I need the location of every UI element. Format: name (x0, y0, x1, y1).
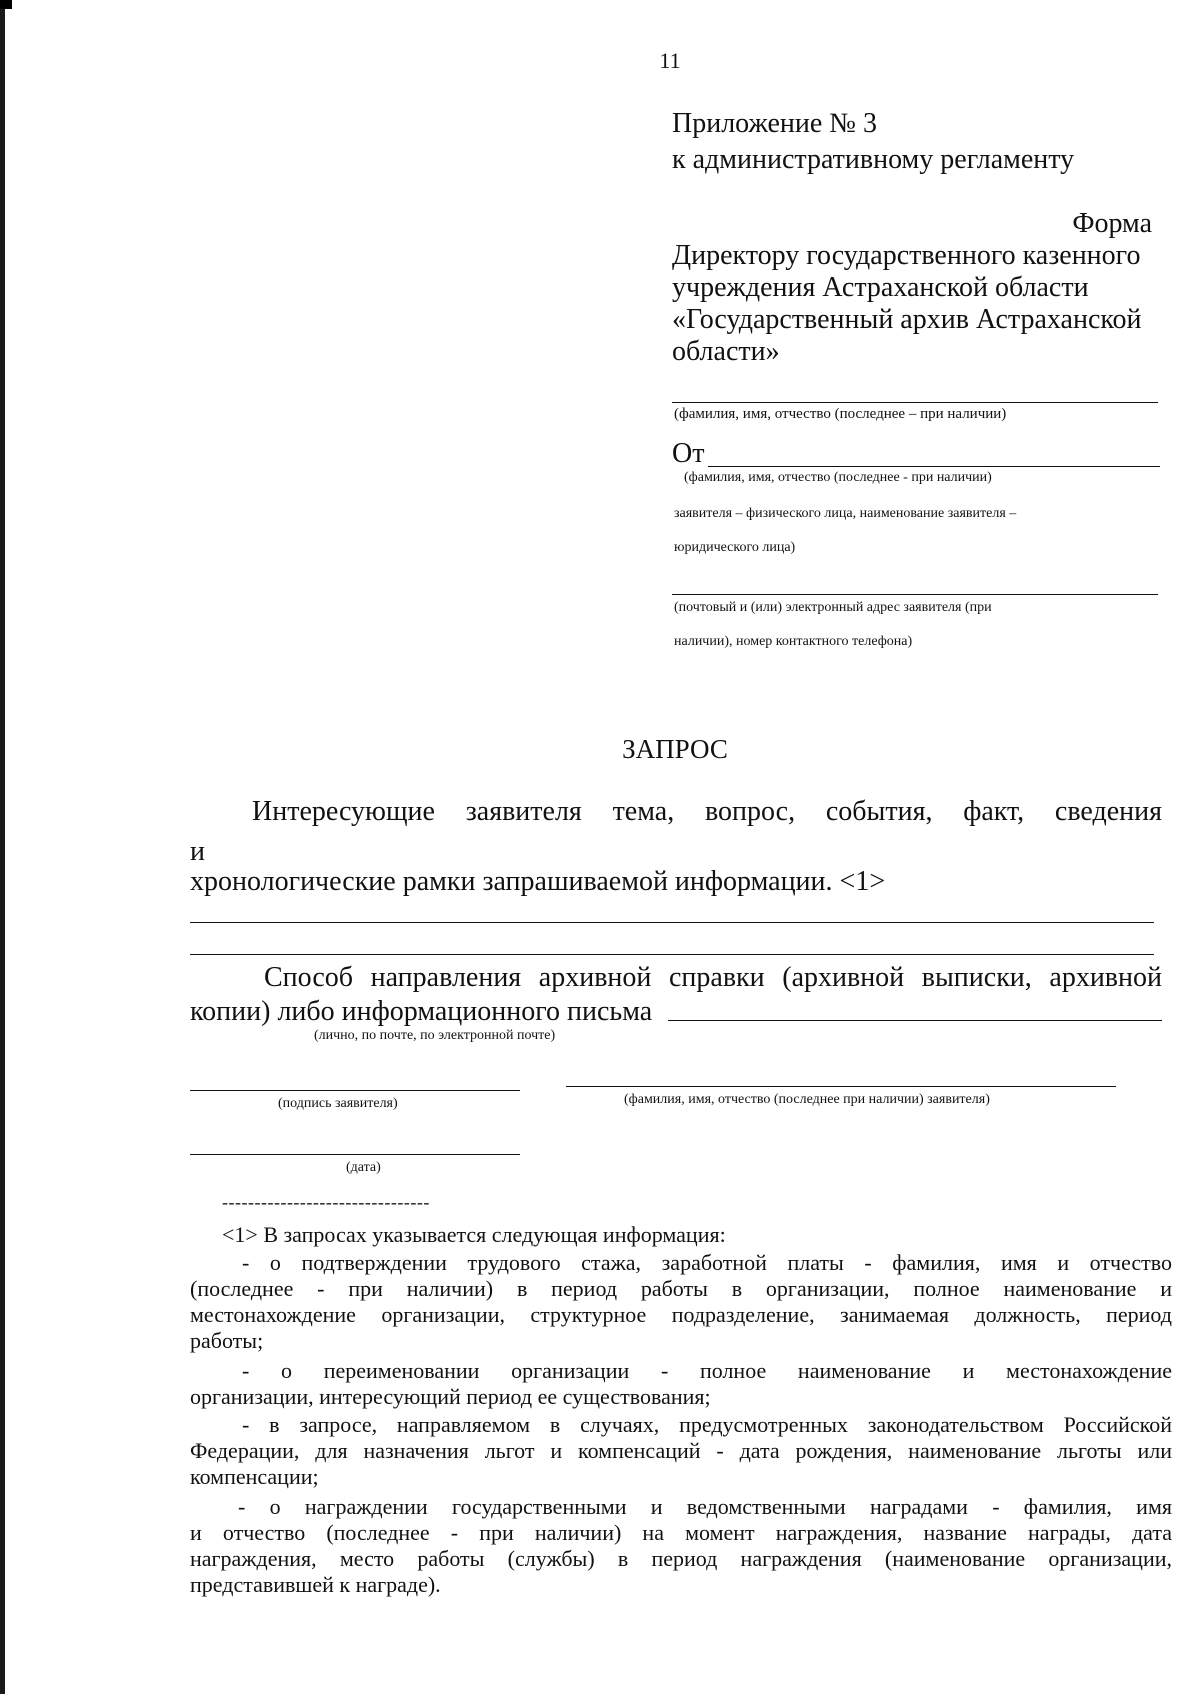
addressee-line: «Государственный архив Астраханской (672, 304, 1142, 335)
applicant-name-blank[interactable] (708, 466, 1160, 467)
director-name-caption: (фамилия, имя, отчество (последнее – при наличии) (674, 406, 1007, 422)
footnote-item-line: и отчество (последнее - при наличии) на момент награждения, название награды, дата (190, 1520, 1172, 1545)
footnote-item-line: работы; (190, 1328, 264, 1353)
date-caption: (дата) (346, 1160, 381, 1175)
delivery-method-caption: (лично, по почте, по электронной почте) (314, 1028, 556, 1043)
topic-line: хронологические рамки запрашиваемой информации. <1> (190, 866, 886, 897)
footnote-item-line: организации, интересующий период ее существования; (190, 1384, 711, 1409)
footnote-item-line: (последнее - при наличии) в период работы в организации, полное наименование и (190, 1276, 1172, 1301)
scan-left-edge (0, 0, 5, 1694)
page-number: 11 (659, 48, 681, 73)
footnote-item-line: - в запросе, направляемом в случаях, предусмотренных законодательством Российской (242, 1412, 1172, 1437)
topic-line: и (190, 836, 205, 867)
delivery-line: Способ направления архивной справки (архивной выписки, архивной (264, 962, 1162, 993)
footnote-item-line: представившей к награде). (190, 1572, 441, 1597)
topic-answer-line[interactable] (190, 954, 1154, 955)
footnote-item-line: Федерации, для назначения льгот и компенсаций - дата рождения, наименование льготы или (190, 1438, 1172, 1463)
addressee-block (672, 240, 1172, 368)
footnote-separator: -------------------------------- (222, 1192, 430, 1212)
applicant-name-caption: заявителя – физического лица, наименование заявителя – (674, 506, 1017, 521)
topic-line: Интересующие заявителя тема, вопрос, события, факт, сведения (252, 796, 1162, 827)
topic-answer-line[interactable] (190, 922, 1154, 923)
signature-blank[interactable] (190, 1090, 520, 1091)
footnote-item-line: - о награждении государственными и ведомственными наградами - фамилия, имя (238, 1494, 1172, 1519)
scan-corner-mark (0, 0, 12, 9)
applicant-address-caption: (почтовый и (или) электронный адрес заявителя (при (674, 600, 992, 615)
appendix-subtitle: к административному регламенту (672, 144, 1075, 175)
from-label: От (672, 438, 705, 469)
request-heading: ЗАПРОС (622, 734, 728, 764)
addressee-line: Директору государственного казенного (672, 240, 1141, 271)
signer-name-caption: (фамилия, имя, отчество (последнее при наличии) заявителя) (624, 1092, 990, 1107)
form-label: Форма (1072, 208, 1152, 239)
signature-caption: (подпись заявителя) (278, 1096, 398, 1111)
appendix-title: Приложение № 3 (672, 108, 877, 139)
footnote-item-line: - о переименовании организации - полное наименование и местонахождение (242, 1358, 1172, 1383)
addressee-line: учреждения Астраханской области (672, 272, 1089, 303)
addressee-line: области» (672, 336, 780, 367)
applicant-name-caption: (фамилия, имя, отчество (последнее - при наличии) (684, 470, 992, 485)
footnote-item-line: - о подтверждении трудового стажа, заработной платы - фамилия, имя и отчество (242, 1250, 1172, 1275)
delivery-method-blank[interactable] (668, 1020, 1162, 1021)
date-blank[interactable] (190, 1154, 520, 1155)
applicant-name-caption: юридического лица) (674, 540, 796, 555)
footnote-item-line: местонахождение организации, структурное подразделение, занимаемая должность, период (190, 1302, 1172, 1327)
footnote-item-line: компенсации; (190, 1464, 319, 1489)
footnote-intro: <1> В запросах указывается следующая информация: (222, 1222, 726, 1247)
footnote-item-line: награждения, место работы (службы) в период награждения (наименование организации, (190, 1546, 1172, 1571)
signer-name-blank[interactable] (566, 1086, 1116, 1087)
applicant-address-caption: наличии), номер контактного телефона) (674, 634, 913, 649)
delivery-line: копии) либо информационного письма (190, 996, 653, 1027)
director-name-blank[interactable] (672, 402, 1158, 403)
applicant-address-blank[interactable] (672, 594, 1158, 595)
